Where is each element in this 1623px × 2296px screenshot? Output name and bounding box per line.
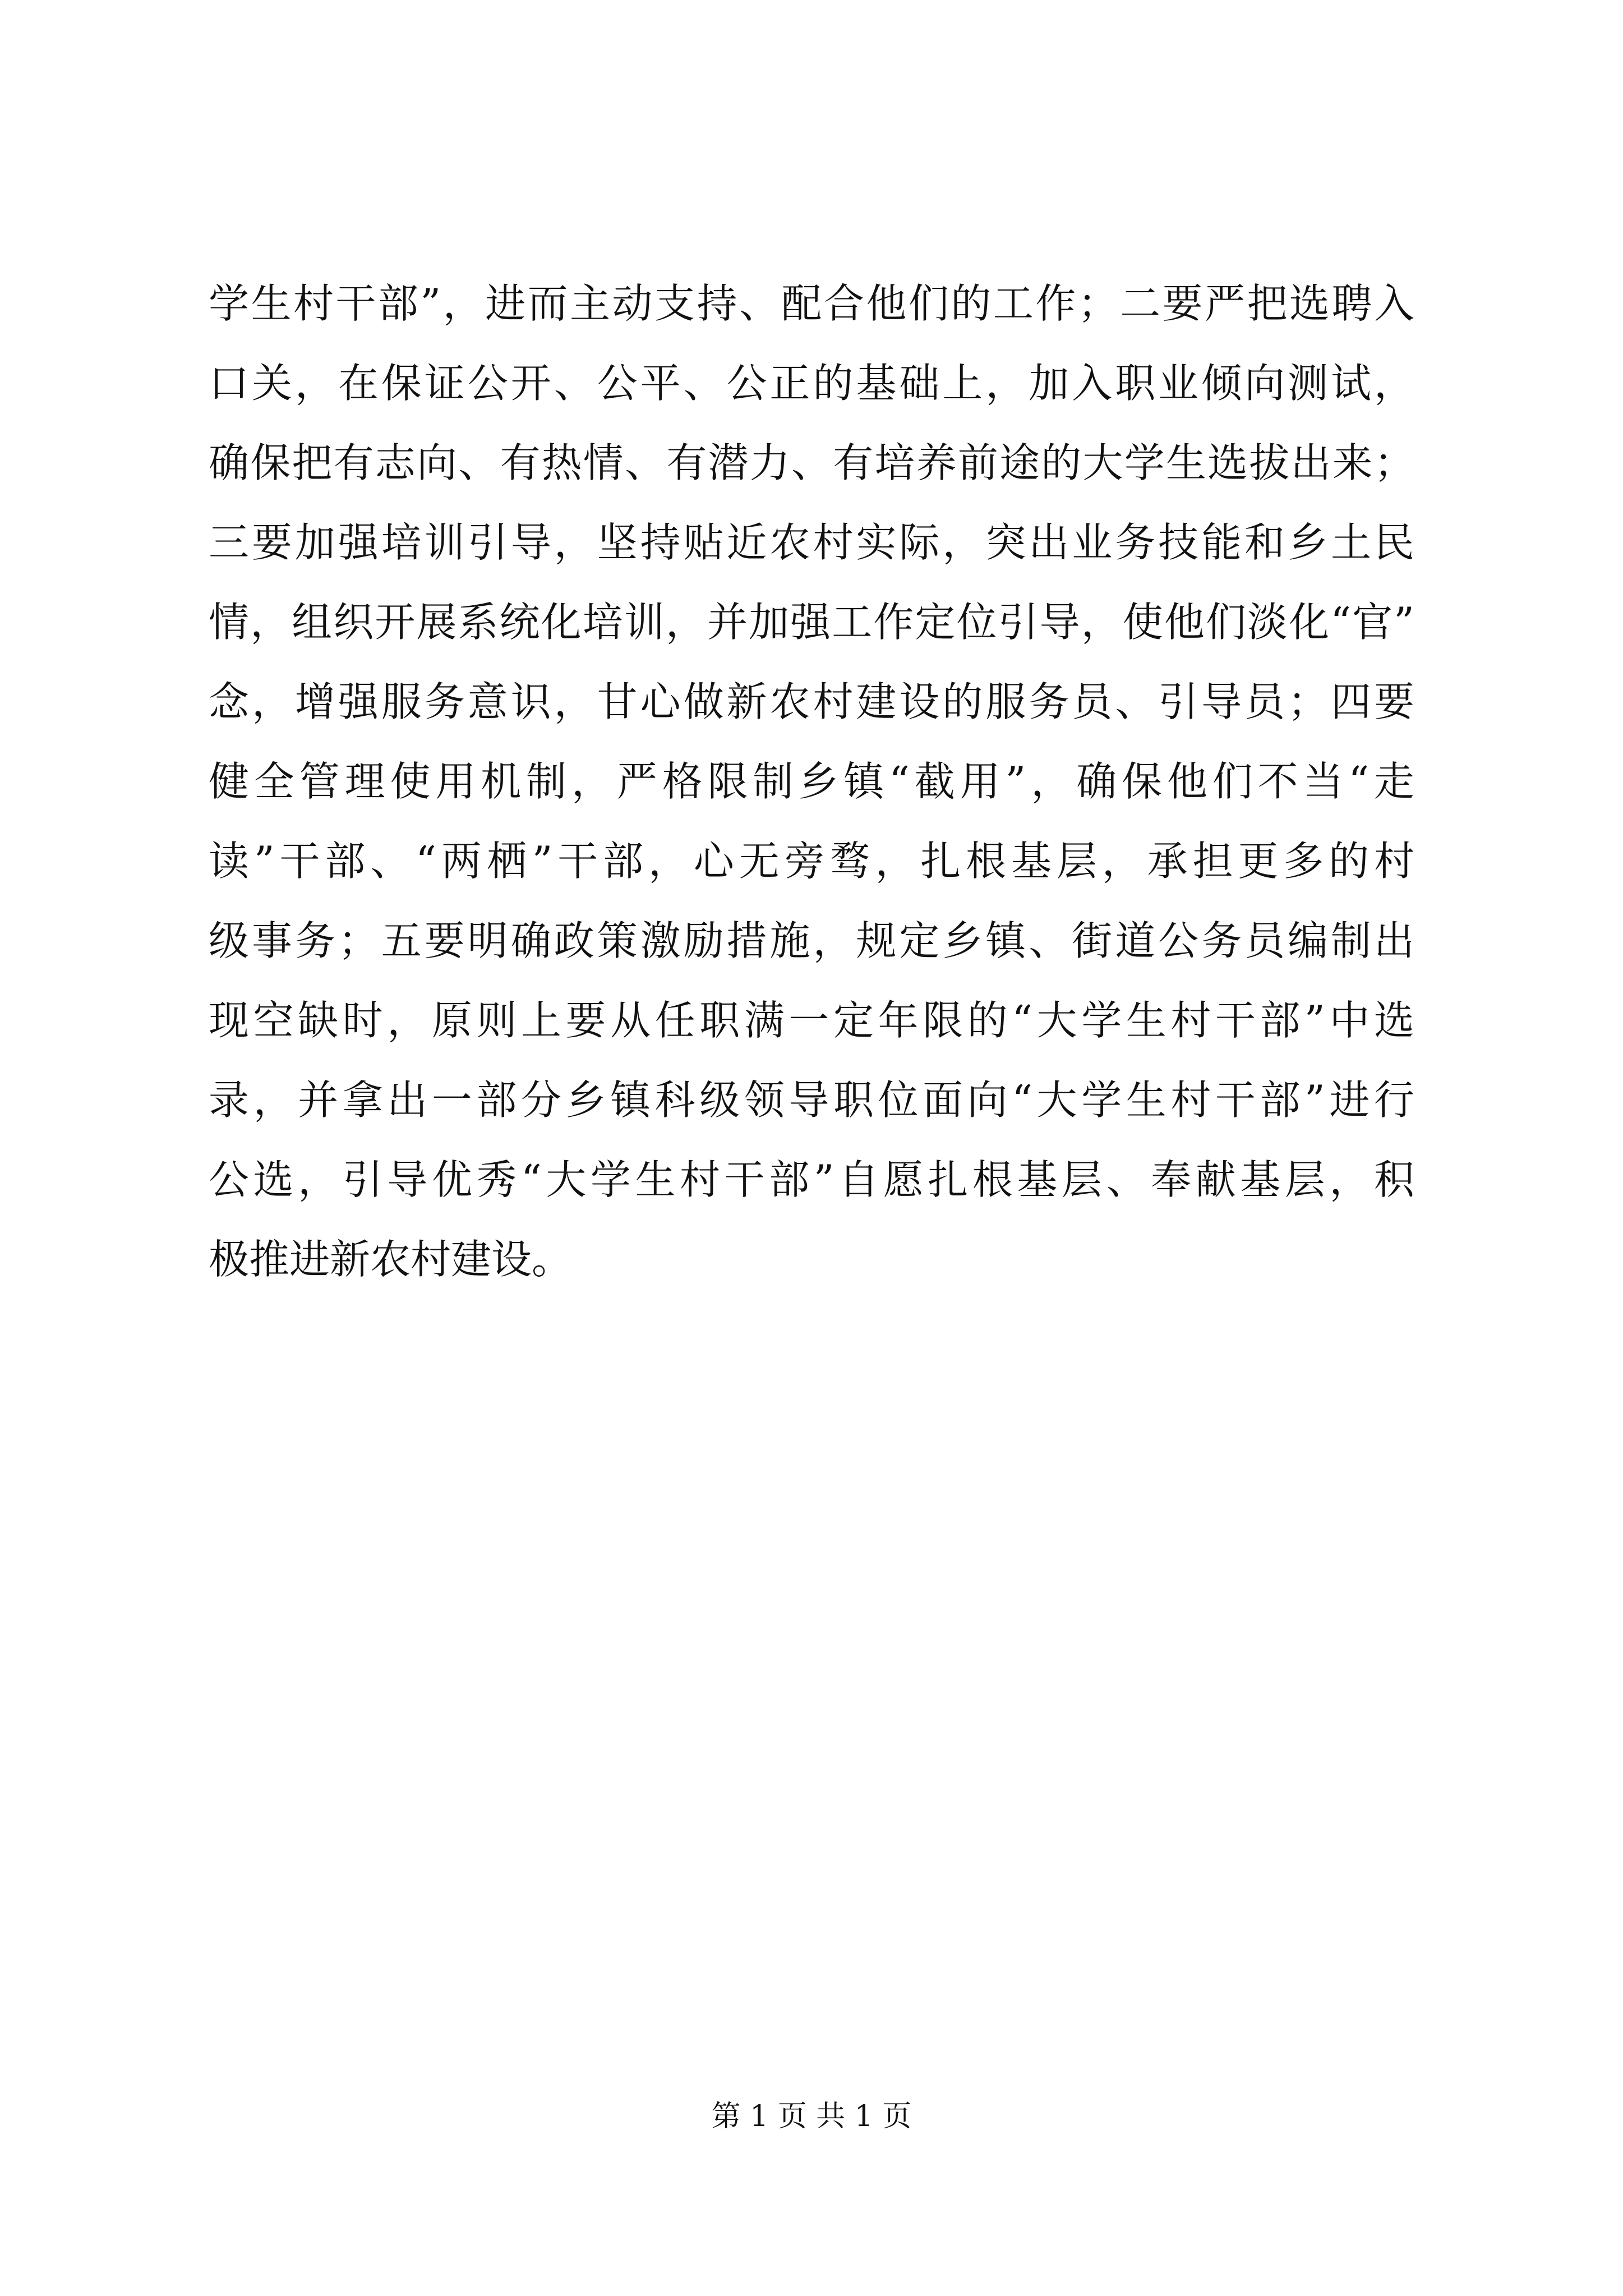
text-line-13: 极推进新农村建设。 — [209, 1236, 573, 1283]
text-line-6: 念，增强服务意识，甘心做新农村建设的服务员、引导员；四要 — [209, 678, 1414, 725]
text-line-5: 情，组织开展系统化培训，并加强工作定位引导，使他们淡化“官” — [209, 599, 1414, 646]
body-paragraph — [209, 264, 1414, 1299]
text-line-9: 级事务；五要明确政策激励措施，规定乡镇、街道公务员编制出 — [209, 917, 1414, 964]
text-line-1: 学生村干部”，进而主动支持、配合他们的工作；二要严把选聘入 — [209, 280, 1414, 327]
text-line-8: 读”干部、“两栖”干部，心无旁骛，扎根基层，承担更多的村 — [209, 838, 1414, 885]
text-line-12: 公选，引导优秀“大学生村干部”自愿扎根基层、奉献基层，积 — [209, 1156, 1414, 1203]
text-line-10: 现空缺时，原则上要从任职满一定年限的“大学生村干部”中选 — [209, 997, 1414, 1044]
text-line-4: 三要加强培训引导，坚持贴近农村实际，突出业务技能和乡土民 — [209, 519, 1414, 566]
text-line-2: 口关，在保证公开、公平、公正的基础上，加入职业倾向测试， — [209, 360, 1414, 407]
page-number-label: 第 1 页 共 1 页 — [711, 2100, 912, 2133]
page-footer — [0, 2097, 1623, 2136]
text-line-11: 录，并拿出一部分乡镇科级领导职位面向“大学生村干部”进行 — [209, 1076, 1414, 1124]
text-line-3: 确保把有志向、有热情、有潜力、有培养前途的大学生选拔出来； — [209, 439, 1414, 486]
text-line-7: 健全管理使用机制，严格限制乡镇“截用”，确保他们不当“走 — [209, 758, 1414, 805]
